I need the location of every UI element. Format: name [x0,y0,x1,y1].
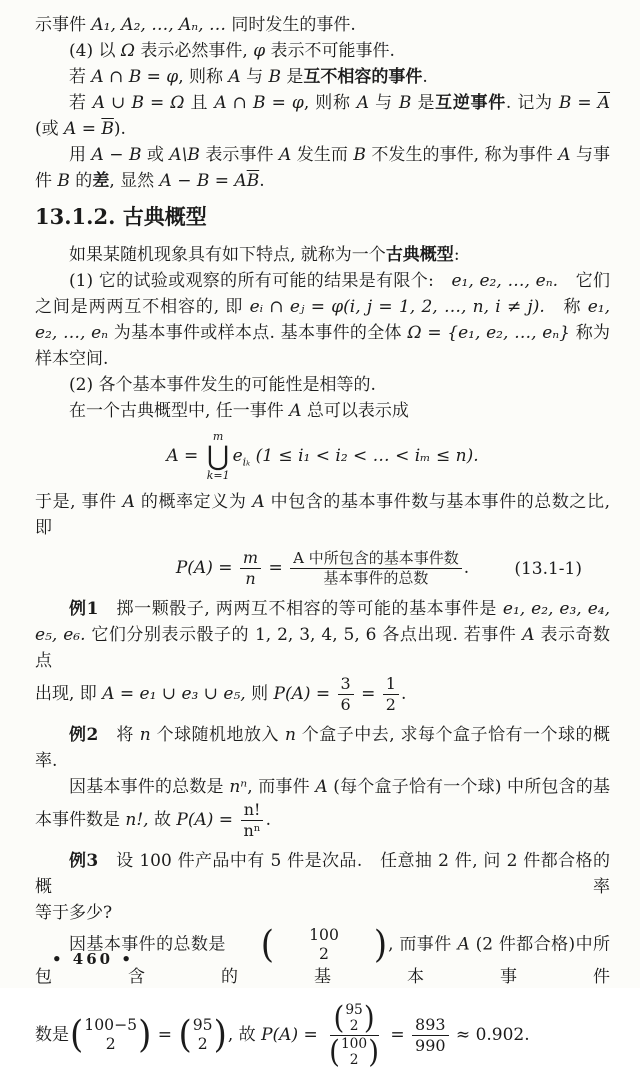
left-paren-icon: ( [178,1012,192,1057]
text-run: 为基本事件或样本点. 基本事件的全体 [108,323,408,343]
binomial-values [344,1002,364,1035]
body-line [35,372,610,398]
right-paren-icon: ) [213,1012,227,1057]
text-run: P(A) = [176,810,239,831]
text-run: n [139,725,151,746]
text-run: e₁, [587,297,610,317]
text-run: 例1 [69,599,99,620]
text-run: 的 [69,171,93,191]
fraction-denominator: n [245,569,256,589]
text-run: n [284,725,296,746]
binomial-values [274,926,340,964]
text-run: 出现, 即 [35,684,103,705]
text-run: 称 [544,297,588,317]
text-run: 掷一颗骰子, 两两互不相容的等可能的基本事件是 [98,599,503,620]
big-union-operator [207,431,230,482]
fraction [383,674,399,715]
text-run: ). [113,119,126,139]
text-run: = [152,1024,178,1045]
body-line [35,116,610,142]
text-run: B [57,171,70,191]
fraction-denominator: nⁿ [243,821,261,841]
fraction-numerator: 1 [383,674,399,695]
fraction [240,800,263,841]
fraction-denominator: 基本事件的总数 [323,569,429,588]
left-paren-icon: ( [260,922,275,967]
right-paren-icon: ) [373,922,388,967]
summand-term: e [232,446,243,467]
text-run: 数是 [35,1024,69,1045]
text-run: A [315,777,328,798]
binomial-coefficient [333,999,375,1036]
text-run: A [64,119,77,139]
text-run: 因基本事件的总数是 [69,777,230,798]
text-run: 与事 [570,145,611,165]
text-run: , 则称 [303,93,357,113]
text-run: , 则称 [178,67,229,87]
body-line [35,848,610,900]
text-run: , 故 [227,1024,262,1045]
text-run: φ [253,41,266,61]
body-line [35,268,610,294]
text-run: e₅, e₆. [35,625,86,646]
fraction-numerator [330,999,379,1036]
period: . [463,558,470,579]
fraction-of-binomials [325,999,383,1070]
fraction-denominator [325,1033,383,1070]
binomial-bottom: 2 [349,1018,359,1035]
text-run: A₁, A₂, …, Aₙ, … [91,15,226,35]
text-run: P(A) = [261,1024,324,1045]
binomial-coefficient [70,1012,152,1057]
body-line [35,674,610,715]
text-run: A [289,401,302,421]
body-line [35,774,610,800]
text-run: 是 [411,93,436,113]
text-run: 将 [98,725,140,746]
text-run: e₂, …, eₙ [35,323,109,343]
text-run: 如果某随机现象具有如下特点, 就称为一个 [69,245,386,265]
text-run: 中包含的基本事件数与基本事件的总数之比, 即 [35,492,610,539]
binomial-values [340,1036,368,1069]
text-run: . [400,684,407,705]
body-line [35,900,610,926]
text-run: 例3 [69,851,99,871]
binomial-coefficient [329,1033,379,1070]
text-run: $\overline{B}$ [246,171,260,191]
fraction-numerator: n! [241,800,264,821]
text-run: A ∩ B = φ [91,67,179,87]
text-run: $\overline{A}$ [597,93,611,113]
text-run: = [571,93,598,113]
text-run: 的概率定义为 [134,492,253,513]
text-run: A [252,492,265,513]
fraction [412,1015,448,1056]
text-run: . [265,810,272,831]
text-run: 它们分别表示骰子的 1, 2, 3, 4, 5, 6 各点出现. 若事件 [85,625,523,646]
text-run: = [76,119,102,139]
body-line [35,142,610,168]
text-run: 或 [141,145,170,165]
text-run: 与 [369,93,399,113]
text-run: 不发生的事件, 称为事件 [365,145,559,165]
text-run: 件 [35,171,58,191]
text-run: . 记为 [505,93,559,113]
left-paren-icon: ( [70,1012,84,1057]
body-line [35,242,610,268]
body-line [35,489,610,541]
body-line [35,596,610,622]
text-run: 个盒子中去, 求每个盒子恰有一个球的概率. [35,725,610,772]
text-run: $\overline{B}$ [101,119,114,139]
fraction-numerator: A 中所包含的基本事件数 [290,549,462,569]
page-number: • 460 • [52,950,134,968]
text-run: A − B = A [159,171,247,191]
binomial-top: 100 [309,925,339,944]
text-run: 表示奇数点 [35,625,610,672]
text-run: (1) 它的试验或观察的所有可能的结果是有限个: [69,271,452,291]
text-run: 若 [69,93,93,113]
text-run: 等于多少? [35,903,113,923]
text-run: e₁, e₂, e₃, e₄, [502,599,610,620]
text-run: 则 [245,684,274,705]
text-run: 故 [148,810,177,831]
text-run: 古典概型 [385,245,454,265]
binomial-bottom: 2 [105,1034,116,1054]
text-run: 互逆事件 [435,93,506,113]
text-run: 表示必然事件, [135,41,254,61]
fraction-denominator: 6 [340,695,351,715]
summand-subscript: iₖ [242,455,251,469]
text-run: A − B [91,145,142,165]
body-line [35,398,610,424]
text-run: (2 件都合格)中所包含的基本事件 [35,934,611,987]
formula-lhs: A = [166,446,204,467]
fraction-numerator: 893 [412,1015,448,1036]
text-run: 因基本事件的总数是 [69,934,226,955]
binomial-values [192,1016,214,1054]
body-line [35,320,610,346]
union-symbol-icon: ⋃ [207,441,230,473]
text-run: e₁, e₂, …, eₙ. [451,271,559,291]
text-run: B [558,93,572,113]
body-line [35,346,610,372]
text-run: , 而事件 [247,777,316,798]
text-run: 总可以表示成 [301,401,409,421]
text-run: A = e₁ ∪ e₃ ∪ e₅, [102,684,246,705]
text-run: 与 [240,67,269,87]
text-run: 若 [69,67,92,87]
text-run: 示事件 [35,15,92,35]
fraction [338,674,354,715]
text-run: 于是, 事件 [35,492,123,513]
text-run: 同时发生的事件. [226,15,356,35]
text-run: = [355,684,381,705]
text-run: 例2 [69,725,99,746]
text-run: (或 [35,119,65,139]
body-line [35,294,610,320]
equation-number: (13.1-1) [514,558,582,579]
text-run: 样本空间. [35,349,109,369]
text-run: = [384,1024,411,1045]
text-run: (每个盒子恰有一个球) 中所包含的基 [327,777,611,798]
text-run: 称为 [569,323,611,343]
section-heading: 13.1.2. 古典概型 [35,204,207,229]
fraction-event-counts [290,549,462,588]
text-run: A [122,492,135,513]
left-paren-icon: ( [329,1033,340,1070]
text-run: A ∪ B = Ω [92,93,185,113]
text-run: : [453,245,460,265]
body-line [35,90,610,116]
right-paren-icon: ) [138,1012,152,1057]
text-run: A\B [169,145,200,165]
text-run: . [422,67,428,87]
text-run: 它们 [558,271,611,291]
text-run: A [356,93,370,113]
text-run: ≈ 0.902. [450,1024,530,1045]
text-run: A [228,67,241,87]
fraction-denominator: 2 [385,695,396,715]
text-run: B [268,67,281,87]
text-run: A [279,145,292,165]
fraction-numerator: m [240,548,261,569]
text-run: A [558,145,571,165]
lower-limit: k=1 [206,469,230,483]
text-run: 用 [69,145,92,165]
text-run: 互不相容的事件 [303,67,423,87]
binomial-bottom: 2 [197,1034,208,1054]
text-run: A ∩ B = φ [214,93,304,113]
text-run: 本事件数是 [35,810,126,831]
binomial-coefficient [227,922,388,967]
text-run: A [457,934,470,955]
formula-probability [35,548,610,589]
upper-limit: m [212,430,224,443]
text-run: 差 [92,171,110,191]
text-run: B [353,145,366,165]
body-line [35,38,610,64]
text-run: (2) 各个基本事件发生的可能性是相等的. [69,375,376,395]
formula-union [35,431,610,482]
text-run: 个球随机地放入 [150,725,285,746]
right-paren-icon: ) [363,999,375,1036]
text-run: 表示事件 [199,145,280,165]
body-line [35,168,610,194]
body-line [35,622,610,674]
text-run: 且 [184,93,215,113]
body-line [35,12,610,38]
binomial-top: 95 [345,1001,363,1018]
binomial-top: 100 [340,1035,368,1052]
binomial-top: 100−5 [84,1015,138,1035]
text-run: 设 100 件产品中有 5 件是次品. 任意抽 2 件, 问 2 件都合格的概率 [35,851,610,897]
binomial-top: 95 [192,1015,213,1035]
formula-lhs: P(A) = [175,558,238,579]
fraction-m-over-n [240,548,261,589]
text-run: nⁿ [229,777,248,798]
text-run: 在一个古典概型中, 任一事件 [69,401,290,421]
text-run: , 显然 [109,171,160,191]
text-run: 是 [281,67,304,87]
body-line [35,800,610,841]
equals-sign: = [263,558,289,579]
fraction-denominator: 990 [415,1035,446,1055]
right-paren-icon: ) [368,1033,379,1070]
body-line [35,999,610,1070]
page-body [35,12,610,1069]
left-paren-icon: ( [333,999,345,1036]
binomial-bottom: 2 [349,1052,359,1069]
text-run: 之间是两两互不相容的, 即 [35,297,250,317]
binomial-bottom: 2 [319,943,329,963]
text-run: 表示不可能事件. [265,41,395,61]
text-run: n!, [125,810,149,831]
binomial-coefficient [178,1012,227,1057]
fraction-numerator: 3 [338,674,354,695]
text-run: . [259,171,265,191]
text-run: Ω = {e₁, e₂, …, eₙ} [407,323,570,343]
text-run: eᵢ ∩ eⱼ = φ(i, j = 1, 2, …, n, i ≠ j). [249,297,545,317]
body-line [35,722,610,774]
text-run: (4) 以 [69,41,121,61]
formula-condition: (1 ≤ i₁ < i₂ < … < iₘ ≤ n). [250,446,479,467]
binomial-values [83,1016,138,1054]
text-run: , 而事件 [388,934,458,955]
text-run: B [398,93,412,113]
text-run: A [522,625,535,646]
text-run: Ω [120,41,135,61]
text-run: P(A) = [273,684,336,705]
text-run: 发生而 [291,145,354,165]
body-line [35,64,610,90]
